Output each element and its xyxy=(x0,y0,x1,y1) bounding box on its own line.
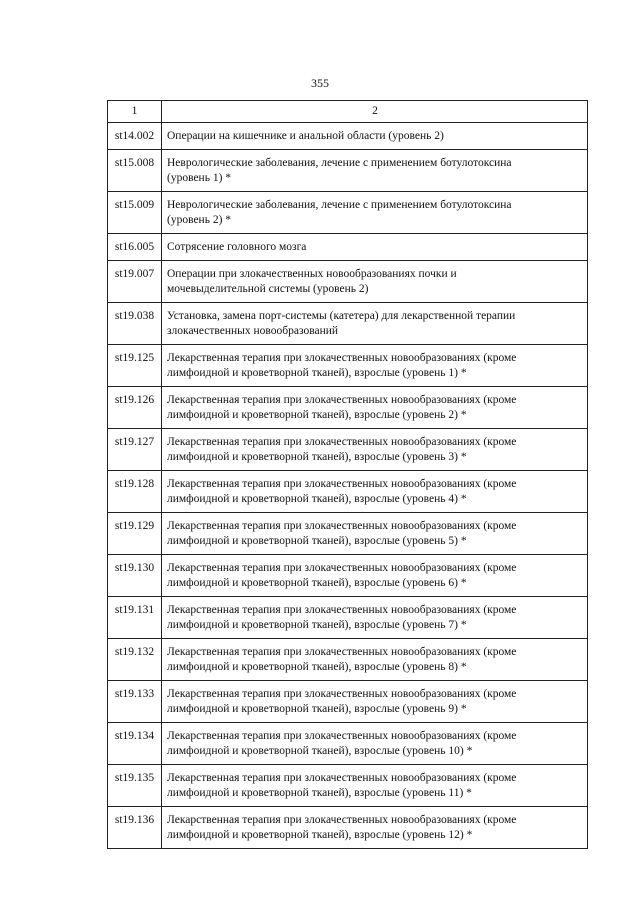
table-row xyxy=(108,513,588,555)
description-line: лимфоидной и кроветворной тканей), взрослые (уровень 1) * xyxy=(167,367,467,379)
table-row xyxy=(108,765,588,807)
description-line: Лекарственная терапия при злокачественных новообразованиях (кроме xyxy=(167,562,517,574)
row-description-cell xyxy=(162,387,588,429)
description-line: Лекарственная терапия при злокачественных новообразованиях (кроме xyxy=(167,688,517,700)
description-line: Лекарственная терапия при злокачественных новообразованиях (кроме xyxy=(167,478,517,490)
description-line: лимфоидной и кроветворной тканей), взрослые (уровень 9) * xyxy=(167,703,467,715)
row-code-cell: st19.136 xyxy=(108,807,162,849)
description-line: лимфоидной и кроветворной тканей), взрослые (уровень 11) * xyxy=(167,787,472,799)
row-code-cell: st15.009 xyxy=(108,192,162,234)
table-row xyxy=(108,303,588,345)
row-code-cell: st19.126 xyxy=(108,387,162,429)
description-line: Лекарственная терапия при злокачественных новообразованиях (кроме xyxy=(167,436,517,448)
description-line: Лекарственная терапия при злокачественных новообразованиях (кроме xyxy=(167,730,517,742)
description-line: лимфоидной и кроветворной тканей), взрослые (уровень 5) * xyxy=(167,535,467,547)
row-code-cell: st19.125 xyxy=(108,345,162,387)
row-code-cell: st14.002 xyxy=(108,123,162,150)
description-line: Сотрясение головного мозга xyxy=(167,241,307,253)
table-row xyxy=(108,723,588,765)
row-description-cell xyxy=(162,513,588,555)
table-row xyxy=(108,150,588,192)
description-line: лимфоидной и кроветворной тканей), взрослые (уровень 7) * xyxy=(167,619,467,631)
description-line: Операции при злокачественных новообразованиях почки и xyxy=(167,268,457,280)
row-code-cell: st15.008 xyxy=(108,150,162,192)
row-description-cell xyxy=(162,150,588,192)
row-description-cell xyxy=(162,681,588,723)
description-line: Лекарственная терапия при злокачественных новообразованиях (кроме xyxy=(167,520,517,532)
row-code-cell: st19.007 xyxy=(108,261,162,303)
description-line: лимфоидной и кроветворной тканей), взрослые (уровень 12) * xyxy=(167,829,473,841)
table-row xyxy=(108,471,588,513)
description-line: Лекарственная терапия при злокачественных новообразованиях (кроме xyxy=(167,646,517,658)
row-code-cell: st19.131 xyxy=(108,597,162,639)
row-description-cell xyxy=(162,261,588,303)
table-row xyxy=(108,387,588,429)
description-line: (уровень 1) * xyxy=(167,172,232,184)
description-line: Лекарственная терапия при злокачественных новообразованиях (кроме xyxy=(167,772,517,784)
row-code-cell: st19.132 xyxy=(108,639,162,681)
table-row xyxy=(108,345,588,387)
table-row xyxy=(108,639,588,681)
row-description-cell xyxy=(162,429,588,471)
description-line: лимфоидной и кроветворной тканей), взрослые (уровень 3) * xyxy=(167,451,467,463)
row-description-cell xyxy=(162,639,588,681)
description-line: (уровень 2) * xyxy=(167,214,232,226)
table-row xyxy=(108,261,588,303)
table-body xyxy=(108,101,588,849)
row-code-cell: st19.127 xyxy=(108,429,162,471)
description-line: лимфоидной и кроветворной тканей), взрослые (уровень 6) * xyxy=(167,577,467,589)
row-code-cell: st19.135 xyxy=(108,765,162,807)
row-code-cell: st19.038 xyxy=(108,303,162,345)
description-line: Лекарственная терапия при злокачественных новообразованиях (кроме xyxy=(167,352,517,364)
row-code-cell: st19.133 xyxy=(108,681,162,723)
row-description-cell xyxy=(162,234,588,261)
row-description-cell xyxy=(162,723,588,765)
table-row xyxy=(108,597,588,639)
row-code-cell: st19.129 xyxy=(108,513,162,555)
description-line: лимфоидной и кроветворной тканей), взрослые (уровень 10) * xyxy=(167,745,473,757)
description-line: Лекарственная терапия при злокачественных новообразованиях (кроме xyxy=(167,394,517,406)
description-line: Операции на кишечнике и анальной области (уровень 2) xyxy=(167,130,444,142)
description-line: лимфоидной и кроветворной тканей), взрослые (уровень 4) * xyxy=(167,493,467,505)
header-cell-code: 1 xyxy=(108,101,162,123)
table-row xyxy=(108,807,588,849)
description-line: лимфоидной и кроветворной тканей), взрослые (уровень 2) * xyxy=(167,409,467,421)
row-description-cell xyxy=(162,471,588,513)
row-description-cell xyxy=(162,303,588,345)
description-line: Установка, замена порт-системы (катетера) для лекарственной терапии xyxy=(167,310,516,322)
description-line: мочевыделительной системы (уровень 2) xyxy=(167,283,369,295)
table-row xyxy=(108,192,588,234)
table-row xyxy=(108,429,588,471)
description-line: Неврологические заболевания, лечение с применением ботулотоксина xyxy=(167,199,512,211)
table-row xyxy=(108,681,588,723)
table-header-row xyxy=(108,101,588,123)
table-row xyxy=(108,555,588,597)
row-description-cell xyxy=(162,807,588,849)
page-number: 355 xyxy=(311,76,329,90)
description-line: Лекарственная терапия при злокачественных новообразованиях (кроме xyxy=(167,814,517,826)
table-row xyxy=(108,234,588,261)
row-code-cell: st19.128 xyxy=(108,471,162,513)
description-line: Неврологические заболевания, лечение с применением ботулотоксина xyxy=(167,157,512,169)
row-code-cell: st19.134 xyxy=(108,723,162,765)
row-description-cell xyxy=(162,345,588,387)
row-description-cell xyxy=(162,192,588,234)
row-code-cell: st19.130 xyxy=(108,555,162,597)
row-description-cell xyxy=(162,597,588,639)
row-description-cell xyxy=(162,765,588,807)
tariff-table xyxy=(107,100,588,849)
description-line: лимфоидной и кроветворной тканей), взрослые (уровень 8) * xyxy=(167,661,467,673)
table-row xyxy=(108,123,588,150)
header-cell-description: 2 xyxy=(162,101,588,123)
description-line: Лекарственная терапия при злокачественных новообразованиях (кроме xyxy=(167,604,517,616)
row-description-cell xyxy=(162,555,588,597)
row-code-cell: st16.005 xyxy=(108,234,162,261)
description-line: злокачественных новообразований xyxy=(167,325,339,337)
row-description-cell xyxy=(162,123,588,150)
